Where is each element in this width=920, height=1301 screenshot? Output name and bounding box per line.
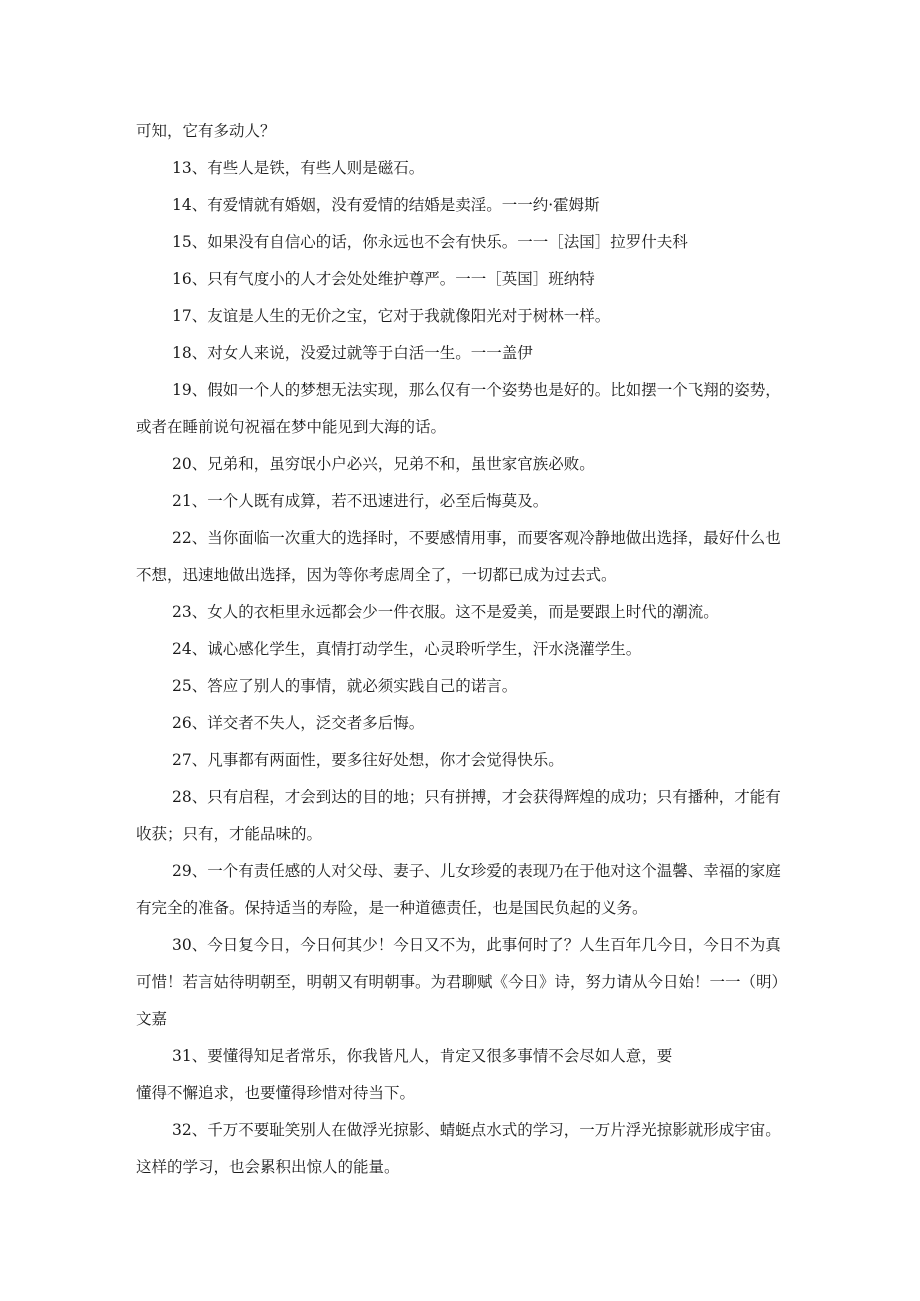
paragraph-text: 14、有爱情就有婚姻，没有爱情的结婚是卖淫。一一约·霍姆斯 xyxy=(172,196,600,214)
paragraph-text: 16、只有气度小的人才会处处维护尊严。一一［英国］班纳特 xyxy=(172,270,595,288)
paragraph-text: 18、对女人来说，没爱过就等于白活一生。一一盖伊 xyxy=(172,344,533,362)
paragraph-text: 20、兄弟和，虽穷氓小户必兴，兄弟不和，虽世家官族必败。 xyxy=(172,455,595,473)
paragraph-text: 13、有些人是铁，有些人则是磁石。 xyxy=(172,159,425,177)
paragraph-text: 15、如果没有自信心的话，你永远也不会有快乐。一一［法国］拉罗什夫科 xyxy=(172,233,688,251)
paragraph-text: 23、女人的衣柜里永远都会少一件衣服。这不是爱美，而是要跟上时代的潮流。 xyxy=(172,603,719,621)
paragraph-text: 24、诚心感化学生，真情打动学生，心灵聆听学生，汗水浇灌学生。 xyxy=(172,640,642,658)
paragraph-text: 27、凡事都有两面性，要多往好处想，你才会觉得快乐。 xyxy=(172,751,564,769)
paragraph-10 xyxy=(136,520,784,594)
paragraph-14 xyxy=(136,705,784,742)
paragraph-text: 32、千万不要耻笑别人在做浮光掠影、蜻蜓点水式的学习，一万片浮光掠影就形成宇宙。这样的学习，也会累积出惊人的能量。 xyxy=(136,1121,781,1176)
paragraph-text: 21、一个人既有成算，若不迅速进行，必至后悔莫及。 xyxy=(172,492,549,510)
paragraph-0 xyxy=(136,113,784,150)
paragraph-3 xyxy=(136,224,784,261)
paragraph-15 xyxy=(136,742,784,779)
paragraph-2 xyxy=(136,187,784,224)
paragraph-text: 可知，它有多动人？ xyxy=(136,122,276,140)
paragraph-text: 19、假如一个人的梦想无法实现，那么仅有一个姿势也是好的。比如摆一个飞翔的姿势，或者在睡前说句祝福在梦中能见到大海的话。 xyxy=(136,381,781,436)
paragraph-text: 26、详交者不失人，泛交者多后悔。 xyxy=(172,714,425,732)
paragraph-text: 25、答应了别人的事情，就必须实践自己的诺言。 xyxy=(172,677,518,695)
paragraph-18 xyxy=(136,927,784,1038)
paragraph-13 xyxy=(136,668,784,705)
paragraph-7 xyxy=(136,372,784,446)
paragraph-5 xyxy=(136,298,784,335)
paragraph-8 xyxy=(136,446,784,483)
paragraph-text: 28、只有启程，才会到达的目的地；只有拼搏，才会获得辉煌的成功；只有播种，才能有收获；只有，才能品味的。 xyxy=(136,788,781,843)
paragraph-16 xyxy=(136,779,784,853)
paragraph-1 xyxy=(136,150,784,187)
document-body xyxy=(136,113,784,1186)
paragraph-11 xyxy=(136,594,784,631)
paragraph-text: 30、今日复今日，今日何其少！今日又不为，此事何时了？人生百年几今日，今日不为真可惜！若言姑待明朝至，明朝又有明朝事。为君聊赋《今日》诗，努力请从今日始！一一（明）文嘉 xyxy=(136,936,781,1028)
paragraph-20 xyxy=(136,1112,784,1186)
paragraph-text: 17、友谊是人生的无价之宝，它对于我就像阳光对于树林一样。 xyxy=(172,307,611,325)
paragraph-12 xyxy=(136,631,784,668)
paragraph-17 xyxy=(136,853,784,927)
paragraph-19 xyxy=(136,1038,784,1112)
paragraph-text: 29、一个有责任感的人对父母、妻子、儿女珍爱的表现乃在于他对这个温馨、幸福的家庭有完全的准备。保持适当的寿险，是一种道德责任，也是国民负起的义务。 xyxy=(136,862,781,917)
paragraph-continuation: 懂得不懈追求，也要懂得珍惜对待当下。 xyxy=(136,1084,416,1102)
paragraph-9 xyxy=(136,483,784,520)
paragraph-text: 22、当你面临一次重大的选择时，不要感情用事，而要客观冷静地做出选择，最好什么也不想，迅速地做出选择，因为等你考虑周全了，一切都已成为过去式。 xyxy=(136,529,781,584)
paragraph-6 xyxy=(136,335,784,372)
paragraph-text: 31、要懂得知足者常乐，你我皆凡人，肯定又很多事情不会尽如人意，要 xyxy=(172,1047,673,1065)
paragraph-4 xyxy=(136,261,784,298)
